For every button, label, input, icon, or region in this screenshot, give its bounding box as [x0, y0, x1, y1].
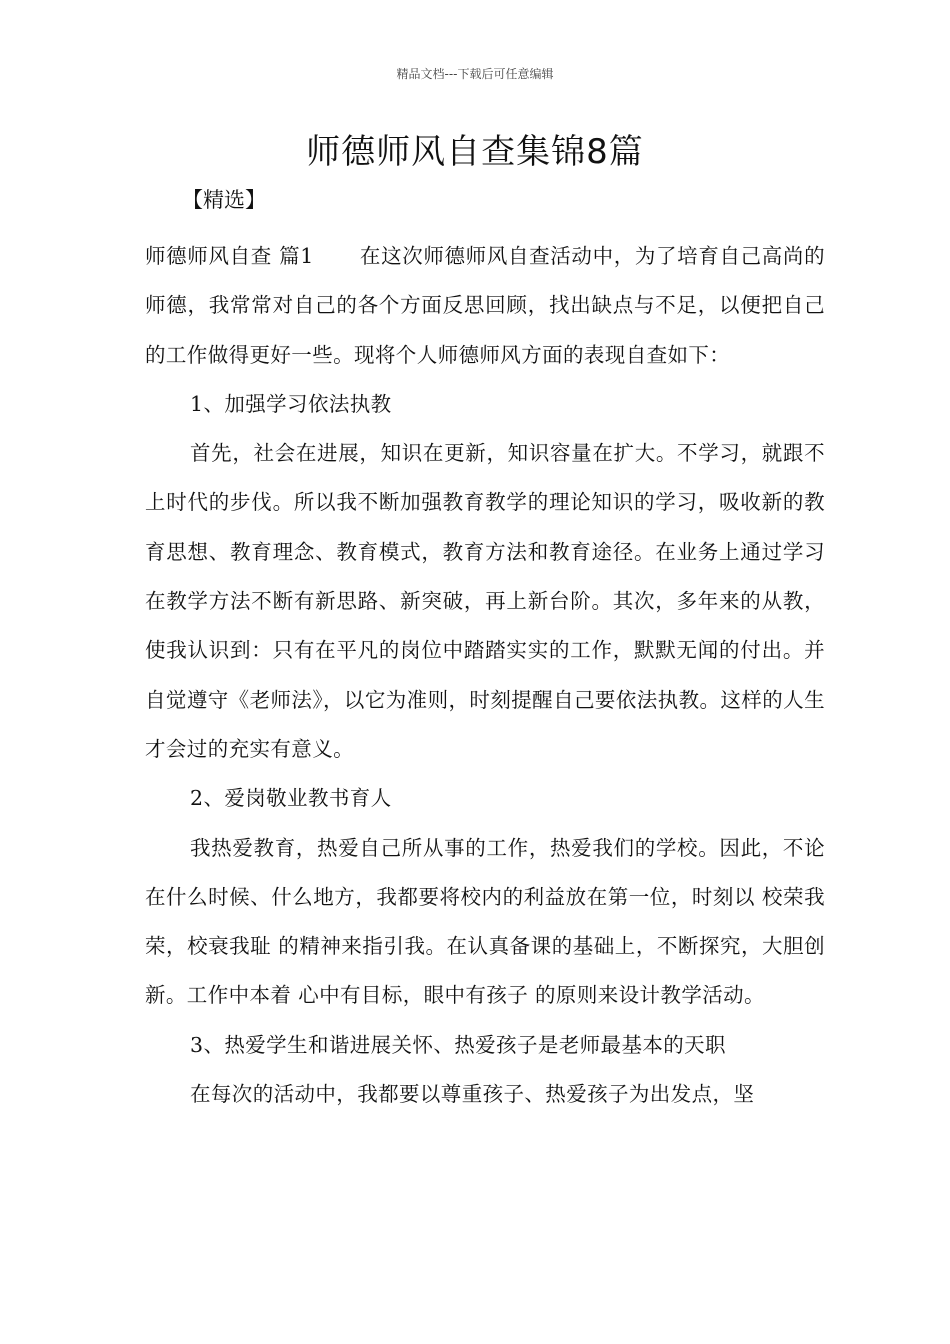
section-heading-2: 2、爱岗敬业教书育人: [190, 786, 392, 811]
intro-paragraph: [145, 232, 825, 380]
section-heading-1: 1、加强学习依法执教: [190, 391, 392, 416]
section-heading-3: 3、热爱学生和谐进展关怀、热爱孩子是老师最基本的天职: [190, 1032, 726, 1057]
intro-text: 在这次师德师风自查活动中，为了培育自己高尚的师德，我常常对自己的各个方面反思回顾，找出缺点与不足，以便把自己的工作做得更好一些。现将个人师德师风方面的表现自查如下：: [145, 244, 825, 367]
section-paragraph-3: 在每次的活动中，我都要以尊重孩子、热爱孩子为出发点，坚: [190, 1082, 755, 1107]
section-paragraph-2: 我热爱教育，热爱自己所从事的工作，热爱我们的学校。因此，不论在什么时候、什么地方，我都要将校内的利益放在第一位，时刻以 校荣我荣，校衰我耻 的精神来指引我。在认真备课的基础上，不断探究，大胆创新。工作中本着 心中有目标，眼中有孩子 的原则来设计教学活动。: [145, 835, 825, 1008]
intro-lead: 师德师风自查 篇1: [145, 244, 314, 268]
document-body: [145, 232, 825, 1119]
header-note: 精品文档---下载后可任意编辑: [396, 67, 554, 81]
page-title: 师德师风自查集锦8篇: [306, 132, 644, 172]
section-paragraph-1: 首先，社会在进展，知识在更新，知识容量在扩大。不学习，就跟不上时代的步伐。所以我不断加强教育教学的理论知识的学习，吸收新的教育思想、教育理念、教育模式，教育方法和教育途径。在业务上通过学习在教学方法不断有新思路、新突破，再上新台阶。其次，多年来的从教，使我认识到：只有在平凡的岗位中踏踏实实的工作，默默无闻的付出。并自觉遵守《老师法》，以它为准则，时刻提醒自己要依法执教。这样的人生才会过的充实有意义。: [145, 441, 825, 761]
selection-tag: 【精选】: [182, 188, 266, 212]
